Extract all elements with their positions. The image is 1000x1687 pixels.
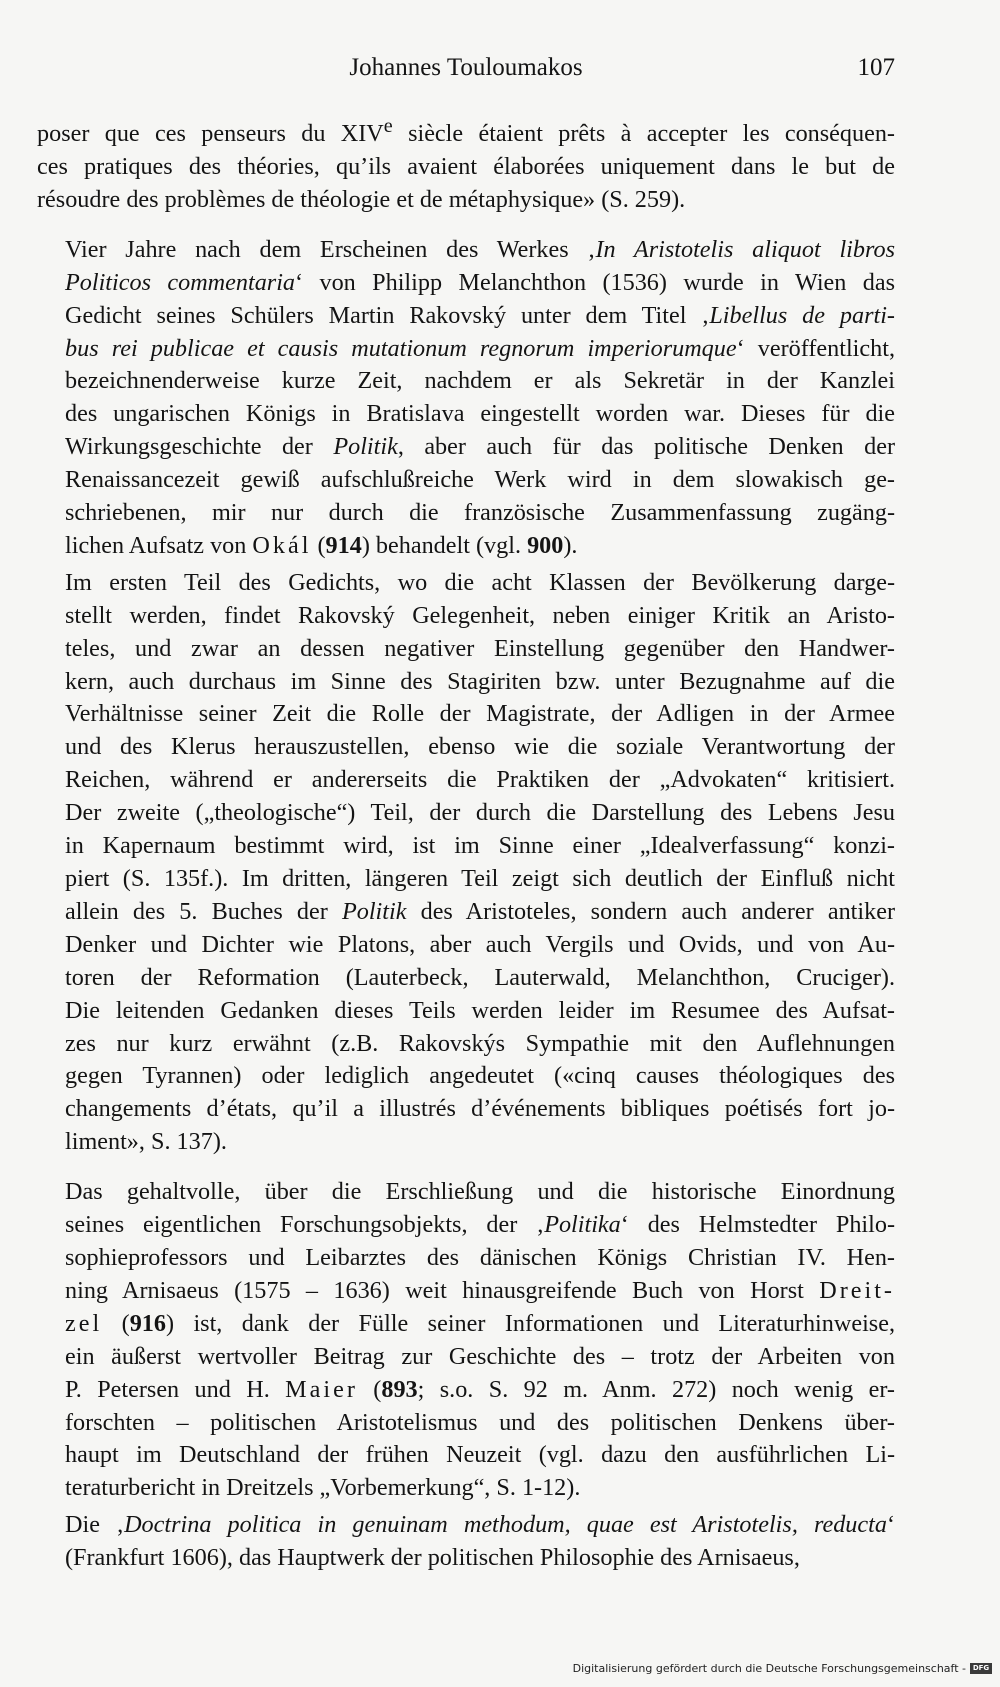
text-line: poser que ces penseurs du XIVe siècle étaient prêts à accepter les conséquen- — [37, 115, 895, 148]
text-line: teles, und zwar an dessen negativer Einstellung gegenüber den Handwer- — [65, 634, 895, 662]
text-line: Die leitenden Gedanken dieses Teils werden leider im Resumee des Aufsat- — [65, 996, 895, 1024]
text-line: kern, auch durchaus im Sinne des Stagiriten bzw. unter Bezugnahme auf die — [65, 667, 895, 695]
text-line: changements d’états, qu’il a illustrés d’événements bibliques poétisés fort jo- — [65, 1095, 895, 1123]
paragraph — [37, 567, 895, 1159]
text-line: Politicos commentaria‘ von Philipp Melanchthon (1536) wurde in Wien das — [65, 268, 896, 296]
text-line: ning Arnisaeus (1575 – 1636) weit hinausgreifende Buch von Horst Dreit- — [65, 1276, 895, 1304]
text-line: und des Klerus herauszustellen, ebenso wie die soziale Verantwortung der — [65, 733, 895, 761]
text-line: des ungarischen Königs in Bratislava eingestellt worden war. Dieses für die — [65, 400, 895, 428]
text-line: ces pratiques des théories, qu’ils avaient élaborées uniquement dans le but de — [37, 152, 895, 180]
text-line: zes nur kurz erwähnt (z.B. Rakovskýs Sympathie mit den Auflehnungen — [65, 1029, 895, 1057]
text-line: P. Petersen und H. Maier (893; s.o. S. 92 m. Anm. 272) noch wenig er- — [65, 1375, 895, 1403]
paragraph — [37, 1176, 895, 1505]
body-text — [37, 110, 895, 1575]
text-line: sophieprofessors und Leibarztes des dänischen Königs Christian IV. Hen- — [65, 1243, 895, 1271]
text-line: Im ersten Teil des Gedichts, wo die acht Klassen der Bevölkerung darge- — [65, 568, 895, 596]
running-title: Johannes Touloumakos — [349, 54, 583, 81]
footer-text: Digitalisierung gefördert durch die Deutsche Forschungsgemeinschaft - — [572, 1662, 966, 1675]
text-line: résoudre des problèmes de théologie et de métaphysique» (S. 259). — [37, 185, 686, 213]
text-line: zel (916) ist, dank der Fülle seiner Informationen und Literaturhinweise, — [65, 1309, 895, 1337]
text-line: Reichen, während er andererseits die Praktiken der „Advokaten“ kritisiert. — [65, 766, 895, 794]
text-line: gegen Tyrannen) oder lediglich angedeutet («cinq causes théologiques des — [65, 1062, 895, 1090]
text-line: allein des 5. Buches der Politik des Aristoteles, sondern auch anderer antiker — [65, 897, 896, 925]
digitization-footer — [573, 1662, 992, 1675]
text-line: teraturbericht in Dreitzels „Vorbemerkung“, S. 1-12). — [65, 1474, 581, 1502]
text-line: seines eigentlichen Forschungsobjekts, der ‚Politika‘ des Helmstedter Philo- — [65, 1211, 896, 1239]
paragraph — [37, 1509, 895, 1575]
text-line: lichen Aufsatz von Okál (914) behandelt (vgl. 900). — [65, 531, 578, 559]
text-line: ein äußerst wertvoller Beitrag zur Geschichte des – trotz der Arbeiten von — [65, 1342, 895, 1370]
text-line: Der zweite („theologische“) Teil, der durch die Darstellung des Lebens Jesu — [65, 799, 895, 827]
text-line: piert (S. 135f.). Im dritten, längeren Teil zeigt sich deutlich der Einfluß nicht — [65, 865, 895, 892]
text-line: Die ‚Doctrina politica in genuinam methodum, quae est Aristotelis, reducta‘ — [65, 1511, 895, 1539]
text-line: schriebenen, mir nur durch die französische Zusammenfassung zugäng- — [65, 499, 895, 527]
paragraph — [37, 110, 895, 217]
running-header — [37, 50, 895, 90]
dfg-logo-icon: DFG — [970, 1663, 992, 1674]
text-line: Verhältnisse seiner Zeit die Rolle der Magistrate, der Adligen in der Armee — [65, 700, 895, 728]
text-line: forschten – politischen Aristotelismus und des politischen Denkens über- — [65, 1408, 895, 1436]
text-line: in Kapernaum bestimmt wird, ist im Sinne einer „Idealverfassung“ konzi- — [65, 832, 895, 860]
text-line: haupt im Deutschland der frühen Neuzeit (vgl. dazu den ausführlichen Li- — [65, 1441, 895, 1469]
text-line: bus rei publicae et causis mutationum regnorum imperiorumque‘ veröffentlicht, — [65, 334, 895, 362]
text-line: bezeichnenderweise kurze Zeit, nachdem er als Sekretär in der Kanzlei — [65, 367, 895, 395]
text-line: Das gehaltvolle, über die Erschließung und die historische Einordnung — [65, 1178, 895, 1206]
text-line: Gedicht seines Schülers Martin Rakovský unter dem Titel ‚Libellus de parti- — [65, 301, 895, 329]
text-line: Wirkungsgeschichte der Politik, aber auch für das politische Denken der — [65, 433, 896, 461]
text-line: stellt werden, findet Rakovský Gelegenheit, neben einiger Kritik an Aristo- — [65, 601, 895, 629]
text-line: Denker und Dichter wie Platons, aber auch Vergils und Ovids, und von Au- — [65, 930, 895, 958]
page-number: 107 — [857, 54, 895, 81]
text-line: Vier Jahre nach dem Erscheinen des Werkes ‚In Aristotelis aliquot libros — [65, 235, 895, 263]
text-line: liment», S. 137). — [65, 1128, 227, 1156]
text-line: Renaissancezeit gewiß aufschlußreiche Werk wird in dem slowakisch ge- — [65, 466, 895, 494]
text-line: toren der Reformation (Lauterbeck, Lauterwald, Melanchthon, Cruciger). — [65, 963, 895, 991]
text-line: (Frankfurt 1606), das Hauptwerk der politischen Philosophie des Arnisaeus, — [65, 1544, 800, 1572]
paragraph — [37, 234, 895, 563]
